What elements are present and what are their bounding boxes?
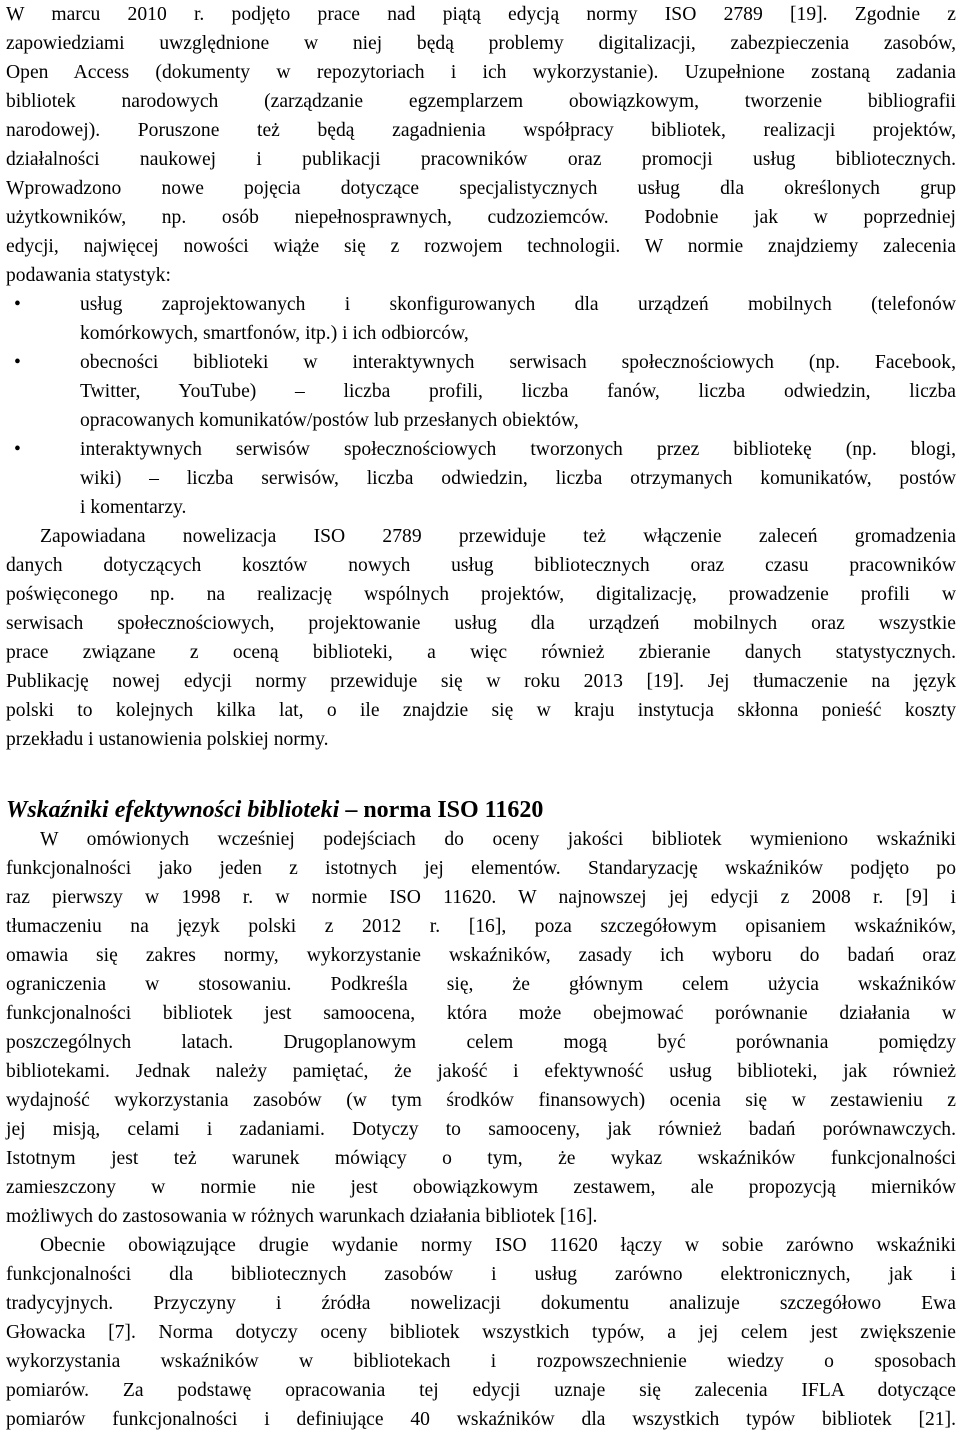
text-line: wiki) – liczba serwisów, liczba odwiedzin, liczba otrzymanych komunikatów, postów	[80, 468, 956, 489]
text-line: edycji, najwięcej nowości wiąże się z rozwojem technologii. W normie znajdziemy zalecenia	[6, 236, 956, 257]
text-line: serwisach społecznościowych, projektowanie usług dla urządzeń mobilnych oraz wszystkie	[6, 613, 956, 634]
text-line: Twitter, YouTube) – liczba profili, liczba fanów, liczba odwiedzin, liczba	[80, 381, 956, 402]
text-line: danych dotyczących kosztów nowych usług bibliotecznych oraz czasu pracowników	[6, 555, 956, 576]
bullet-icon: •	[14, 294, 21, 315]
text-line: omawia się zakres normy, wykorzystanie wskaźników, zasady ich wyboru do badań oraz	[6, 945, 956, 966]
text-line: Zapowiadana nowelizacja ISO 2789 przewiduje też włączenie zaleceń gromadzenia	[40, 526, 956, 547]
text-line: W omówionych wcześniej podejściach do oceny jakości bibliotek wymieniono wskaźniki	[40, 829, 956, 850]
text-line: i komentarzy.	[80, 497, 187, 518]
bullet-icon: •	[14, 439, 21, 460]
text-line: możliwych do zastosowania w różnych warunkach działania bibliotek [16].	[6, 1206, 598, 1227]
text-line: bibliotekami. Jednak należy pamiętać, że jakość i efektywność usług biblioteki, jak również	[6, 1061, 956, 1082]
text-line: W marcu 2010 r. podjęto prace nad piątą edycją normy ISO 2789 [19]. Zgodnie z	[6, 4, 956, 25]
text-line: prace związane z oceną biblioteki, a więc również zbieranie danych statystycznych.	[6, 642, 956, 663]
text-line: Obecnie obowiązujące drugie wydanie normy ISO 11620 łączy w sobie zarówno wskaźniki	[40, 1235, 956, 1256]
text-line: poświęconego np. na realizację wspólnych projektów, digitalizację, prowadzenie profili w	[6, 584, 956, 605]
text-line: przekładu i ustanowienia polskiej normy.	[6, 729, 329, 750]
text-line: interaktywnych serwisów społecznościowych tworzonych przez bibliotekę (np. blogi,	[80, 439, 956, 460]
text-line: poszczególnych latach. Drugoplanowym celem mogą być porównania pomiędzy	[6, 1032, 956, 1053]
paragraph-iso-11620	[6, 825, 956, 1231]
text-line: polski to kolejnych kilka lat, o ile znajdzie się w kraju instytucja skłonna ponieść koszty	[6, 700, 956, 721]
bullet-list	[6, 290, 956, 522]
text-line: Open Access (dokumenty w repozytoriach i ich wykorzystanie). Uzupełnione zostaną zadania	[6, 62, 956, 83]
text-line: tłumaczeniu na język polski z 2012 r. [16], poza szczegółowym opisaniem wskaźników,	[6, 916, 956, 937]
text-line: ograniczenia w stosowaniu. Podkreśla się, że głównym celem użycia wskaźników	[6, 974, 956, 995]
text-line: działalności naukowej i publikacji pracowników oraz promocji usług bibliotecznych.	[6, 149, 956, 170]
text-line: Istotnym jest też warunek mówiący o tym, że wykaz wskaźników funkcjonalności	[6, 1148, 956, 1169]
bullet-item	[6, 290, 956, 348]
text-line: jej misją, celami i zadaniami. Dotyczy to samooceny, jak również badań porównawczych.	[6, 1119, 956, 1140]
paragraph-iso-2789	[6, 0, 956, 290]
paragraph-iso-2789-revision	[6, 522, 956, 754]
text-line: komórkowych, smartfonów, itp.) i ich odbiorców,	[80, 323, 469, 344]
text-line: obecności biblioteki w interaktywnych serwisach społecznościowych (np. Facebook,	[80, 352, 956, 373]
text-line: funkcjonalności bibliotek jest samoocena, która może obejmować porównanie działania w	[6, 1003, 956, 1024]
heading-rest: – norma ISO 11620	[339, 797, 544, 823]
text-line: Wprowadzono nowe pojęcia dotyczące specjalistycznych usług dla określonych grup	[6, 178, 956, 199]
text-line: pomiarów. Za podstawę opracowania tej edycji uznaje się zalecenia IFLA dotyczące	[6, 1380, 956, 1401]
text-line: usług zaprojektowanych i skonfigurowanych dla urządzeń mobilnych (telefonów	[80, 294, 956, 315]
text-line: funkcjonalności dla bibliotecznych zasobów i usług zarówno elektronicznych, jak i	[6, 1264, 956, 1285]
bullet-icon: •	[14, 352, 21, 373]
text-line: narodowej). Poruszone też będą zagadnienia współpracy bibliotek, realizacji projektów,	[6, 120, 956, 141]
text-line: wykorzystania wskaźników w bibliotekach i rozpowszechnienie wiedzy o sposobach	[6, 1351, 956, 1372]
text-line: wydajność wykorzystania zasobów (w tym środków finansowych) ocenia się w zestawieniu z	[6, 1090, 956, 1111]
document-page	[6, 0, 956, 1434]
text-line: zapowiedziami uwzględnione w niej będą problemy digitalizacji, zabezpieczenia zasobów,	[6, 33, 956, 54]
text-line: raz pierwszy w 1998 r. w normie ISO 11620. W najnowszej jej edycji z 2008 r. [9] i	[6, 887, 956, 908]
text-line: funkcjonalności jako jeden z istotnych jej elementów. Standaryzację wskaźników podjęto po	[6, 858, 956, 879]
text-line: użytkowników, np. osób niepełnosprawnych, cudzoziemców. Podobnie jak w poprzedniej	[6, 207, 956, 228]
text-line: bibliotek narodowych (zarządzanie egzemplarzem obowiązkowym, tworzenie bibliografii	[6, 91, 956, 112]
text-line: zamieszczony w normie nie jest obowiązkowym zestawem, ale propozycją mierników	[6, 1177, 956, 1198]
text-line: opracowanych komunikatów/postów lub przesłanych obiektów,	[80, 410, 579, 431]
bullet-item	[6, 435, 956, 522]
text-line: tradycyjnych. Przyczyny i źródła nowelizacji dokumentu analizuje szczegółowo Ewa	[6, 1293, 956, 1314]
text-line: Głowacka [7]. Norma dotyczy oceny bibliotek wszystkich typów, a jej celem jest zwiększenie	[6, 1322, 956, 1343]
text-line: Publikację nowej edycji normy przewiduje się w roku 2013 [19]. Jej tłumaczenie na język	[6, 671, 956, 692]
bullet-item	[6, 348, 956, 435]
text-line: podawania statystyk:	[6, 265, 171, 286]
paragraph-iso-11620-edition	[6, 1231, 956, 1434]
heading-italic-part: Wskaźniki efektywności biblioteki	[6, 797, 340, 823]
text-line: pomiarów funkcjonalności i definiujące 40 wskaźników dla wszystkich typów bibliotek [21].	[6, 1409, 956, 1430]
section-heading	[6, 783, 956, 825]
